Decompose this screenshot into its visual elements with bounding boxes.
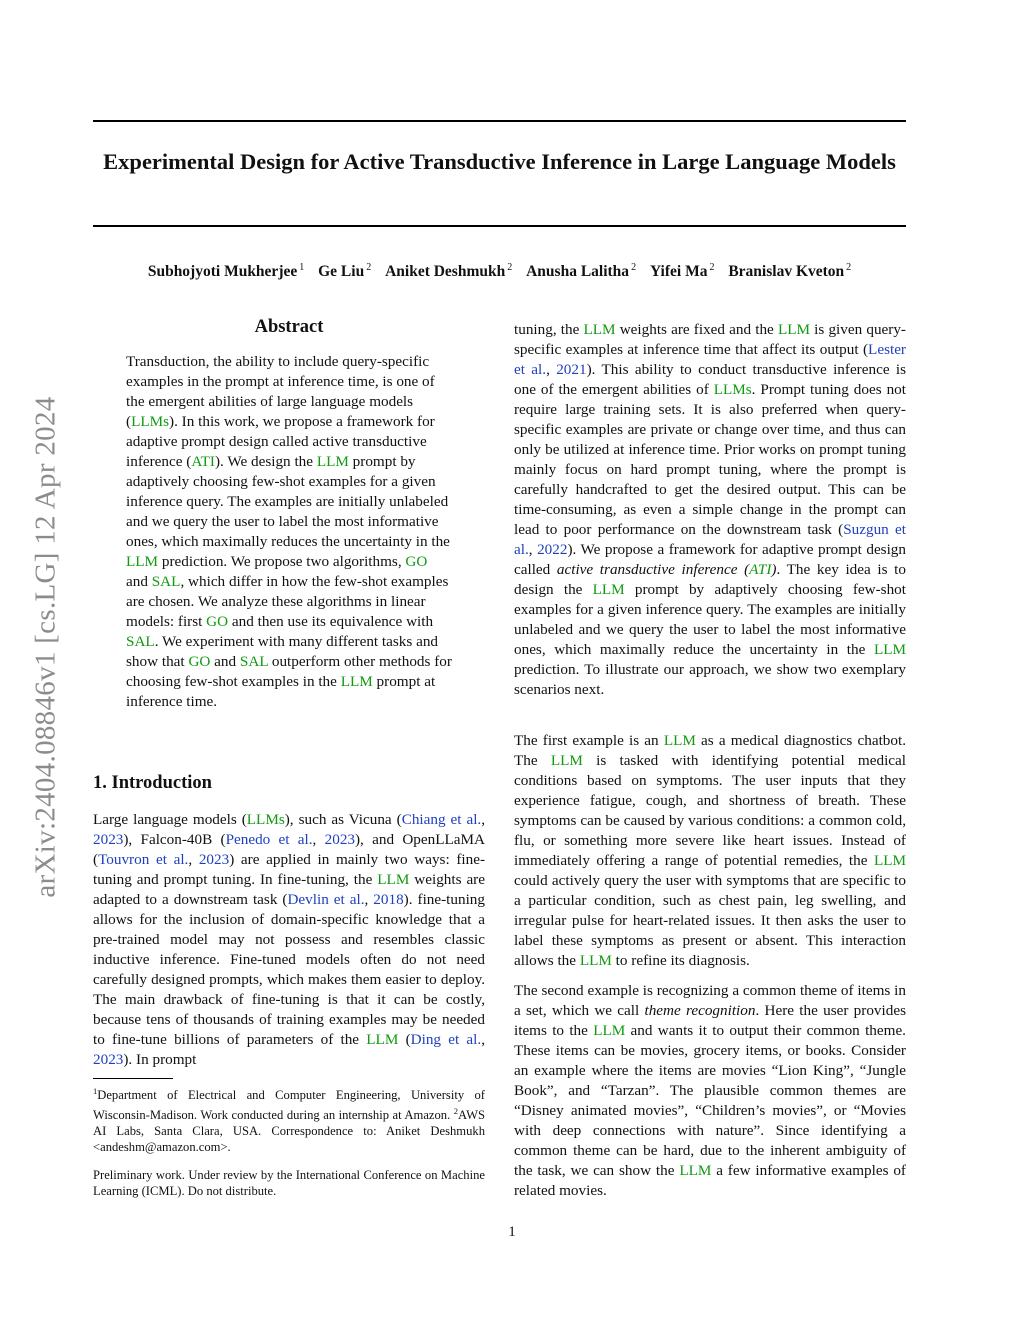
author-list [93,262,906,281]
footnote-notice: Preliminary work. Under review by the International Conference on Machine Learning (ICML). Do not distribute. [93,1168,485,1198]
author: Ge Liu $^2$ [318,262,372,281]
title-top-rule [93,120,906,122]
author: Subhojyoti Mukherjee $^1$ [147,262,305,281]
abstract-body: Transduction, the ability to include query-specific examples in the prompt at inference time, is one of the emergent abilities of large language models (LLMs). In this work, we propose a framework for adaptive prompt design called active transductive inference (ATI). We design the LLM prompt by adaptively choosing few-shot examples for a given inference query. The examples are initially unlabeled and we query the user to label the most informative ones, which maximally reduces the uncertainty in the LLM prediction. We propose two algorithms, GO and SAL, which differ in how the few-shot examples are chosen. We analyze these algorithms in linear models: first GO and then use its equivalence with SAL. We experiment with many different tasks and show that GO and SAL outperform other methods for choosing few-shot examples in the LLM prompt at inference time. [126,353,452,710]
introduction-paragraph: Large language models (LLMs), such as Vicuna (Chiang et al., 2023), Falcon-40B (Penedo et al., 2023), and OpenLLaMA (Touvron et al., 2023) are applied in mainly two ways: fine-tuning and prompt tuning. In fine-tuning, the LLM weights are adapted to a downstream task (Devlin et al., 2018). fine-tuning allows for the inclusion of domain-specific knowledge that a pre-trained model may not possess and resembles classic inductive inference. Fine-tuned models often do not need carefully designed prompts, which makes them easier to deploy. The main drawback of fine-tuning is that it can be costly, because tens of thousands of training examples may be needed to fine-tune billions of parameters of the LLM (Ding et al., 2023). In prompt [93,811,486,1068]
title-bottom-rule [93,225,906,227]
introduction-paragraph: The second example is recognizing a common theme of items in a set, which we call theme recognition. Here the user provides items to the LLM and wants it to output their common theme. These items can be movies, grocery items, or books. Consider an example where the items are movies “Lion King”, “Jungle Book”, and “Tarzan”. The plausible common themes are “Disney animated movies”, “Children’s movies”, or “Movies with deep connections with nature”. Since identifying a common theme can be hard, due to the inherent ambiguity of the task, we can show the LLM a few informative examples of related movies. [514,982,906,1199]
author: Branislav Kveton $^2$ [728,262,852,281]
footnote-affiliations: $^1$Department of Electrical and Computer Engineering, University of Wisconsin-Madison. Work conducted during an internship at Amazon. $^2$AWS AI Labs, Santa Clara, USA. Correspondence to: Aniket Deshmukh <andeshm@amazon.com>. [93,1086,485,1155]
section-heading: 1. Introduction [93,773,212,793]
author: Anusha Lalitha $^2$ [526,262,637,281]
footnote-rule [93,1078,173,1079]
abstract-heading: Abstract [254,317,324,337]
page-number: 1 [508,1224,516,1240]
introduction-paragraph: tuning, the LLM weights are fixed and the LLM is given query-specific examples at inference time that affect its output (Lester et al., 2021). This ability to conduct transductive inference is one of the emergent abilities of LLMs. Prompt tuning does not require large training sets. It is also preferred when query-specific examples are private or change over time, and thus can only be utilized at inference time. Prior works on prompt tuning mainly focus on hard prompt tuning, where the prompt is carefully handcrafted to get the desired output. This can be time-consuming, as even a simple change in the prompt can lead to poor performance on the downstream task (Suzgun et al., 2022). We propose a framework for adaptive prompt design called active transductive inference (ATI). The key idea is to design the LLM prompt by adaptively choosing few-shot examples for a given inference query. The examples are initially unlabeled and we query the user to label the most informative ones, which maximally reduce the uncertainty in the LLM prediction. To illustrate our approach, we show two exemplary scenarios next. [514,321,907,698]
arxiv-identifier: arXiv:2404.08846v1 [cs.LG] 12 Apr 2024 [29,396,62,898]
author: Yifei Ma $^2$ [649,262,715,281]
author: Aniket Deshmukh $^2$ [385,262,513,281]
paper-title: Experimental Design for Active Transductive Inference in Large Language Models [103,149,896,174]
introduction-paragraph: The first example is an LLM as a medical diagnostics chatbot. The LLM is tasked with identifying potential medical conditions based on symptoms. The user inputs that they experience fatigue, cough, and shortness of breath. These symptoms can be caused by various conditions: a common cold, flu, or something more severe like heart issues. Instead of immediately offering a range of potential remedies, the LLM could actively query the user with symptoms that are specific to a particular condition, such as chest pain, leg swelling, and irregular pulse for heart-related issues. It then asks the user to label these symptoms as present or absent. This interaction allows the LLM to refine its diagnosis. [514,732,906,969]
